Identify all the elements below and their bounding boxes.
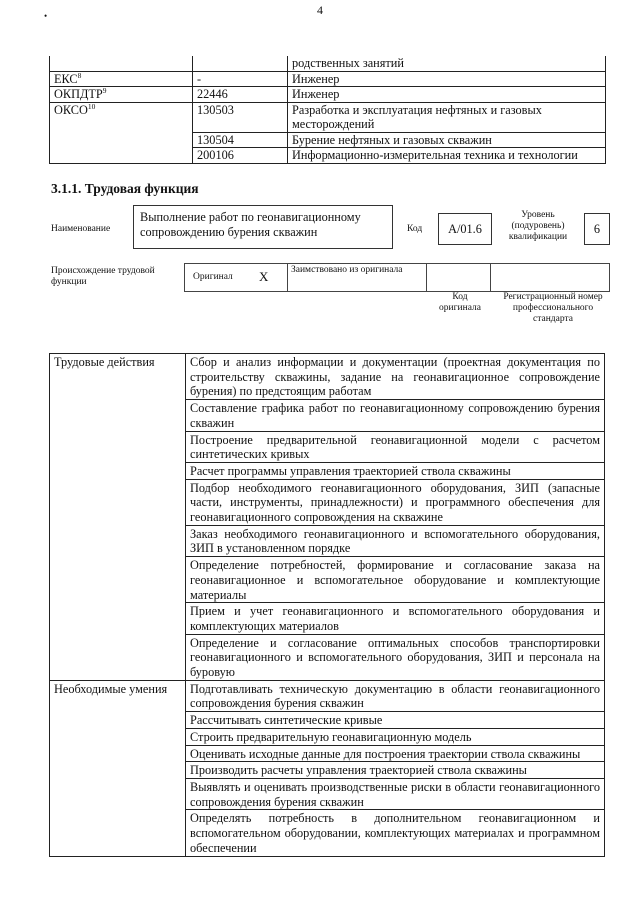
labor-action-row-text: Определение и согласование оптимальных способов транспортировки геонавигационного и вспомогательного оборудования, ЗИП и персонала на буровую <box>186 634 605 680</box>
labor-action-row-text: Определение потребностей, формирование и согласование заказа на геонавигационное и вспомогательное оборудование и комплектующие материалы <box>186 557 605 603</box>
classification-value: Инженер <box>288 87 606 103</box>
classification-row <box>50 71 606 87</box>
classification-row <box>50 56 606 71</box>
required-skill-row-text: Выявлять и оценивать производственные риски в области геонавигационного сопровождения бурения скважин <box>186 778 605 809</box>
classification-label: ОКСО$^{10}$ <box>50 102 193 132</box>
margin-mark: • <box>44 11 48 21</box>
labor-action-row-text: Составление графика работ по геонавигационному сопровождению бурения скважин <box>186 400 605 431</box>
code-caption: Код оригинала <box>439 292 481 313</box>
original-mark: X <box>259 269 269 284</box>
classification-row <box>50 87 606 103</box>
labor-action-row <box>50 354 605 400</box>
classification-value: Бурение нефтяных и газовых скважин <box>288 132 606 148</box>
actions-label: Трудовые действия <box>50 354 186 681</box>
function-code: А/01.6 <box>448 222 482 236</box>
origin-divider-1 <box>287 263 288 291</box>
required-skill-row-text: Подготавливать техническую документацию в области геонавигационного сопровождения бурения скважин <box>186 680 605 711</box>
classification-label <box>50 56 193 71</box>
required-skill-row <box>50 680 605 711</box>
required-skill-row-text: Рассчитывать синтетические кривые <box>186 712 605 729</box>
function-name-box <box>133 205 393 249</box>
labor-action-row-text: Расчет программы управления траекторией ствола скважины <box>186 462 605 479</box>
classification-value: Инженер <box>288 71 606 87</box>
classification-code: - <box>193 71 288 87</box>
classification-row <box>50 102 606 132</box>
origin-label: Происхождение трудовой функции <box>51 266 155 287</box>
classification-label <box>50 148 193 164</box>
level-box <box>584 213 610 245</box>
required-skill-row-text: Определять потребность в дополнительном геонавигационном и вспомогательном оборудовании, комплектующих материалах и программном обеспечении <box>186 810 605 856</box>
code-label: Код <box>407 224 423 234</box>
classification-table <box>49 56 606 164</box>
function-name: Выполнение работ по геонавигационному сопровождению бурения скважин <box>140 210 361 239</box>
classification-row <box>50 132 606 148</box>
classification-row <box>50 148 606 164</box>
required-skill-row-text: Строить предварительную геонавигационную модель <box>186 728 605 745</box>
page-number: 4 <box>317 3 323 17</box>
level-value: 6 <box>593 222 601 236</box>
required-skill-row-text: Оценивать исходные данные для построения траектории ствола скважины <box>186 745 605 762</box>
labor-function-table <box>49 353 605 857</box>
classification-value: Разработка и эксплуатация нефтяных и газовых месторождений <box>288 102 606 132</box>
classification-code <box>193 56 288 71</box>
section-title: 3.1.1. Трудовая функция <box>51 181 199 196</box>
footnote-ref: 10 <box>87 101 96 111</box>
original-label: Оригинал <box>193 272 233 282</box>
labor-action-row-text: Подбор необходимого геонавигационного оборудования, ЗИП (запасные части, инструменты, принадлежности) и программного обеспечения для геонавигационного сопровождения на скважине <box>186 479 605 525</box>
borrowed-label: Заимствовано из оригинала <box>291 265 403 275</box>
classification-code: 22446 <box>193 87 288 103</box>
classification-code: 130504 <box>193 132 288 148</box>
classification-label: ОКПДТР$^9$ <box>50 87 193 103</box>
labor-action-row-text: Заказ необходимого геонавигационного и вспомогательного оборудования, ЗИП в установленном порядке <box>186 525 605 556</box>
classification-value: родственных занятий <box>288 56 606 71</box>
origin-divider-2 <box>426 263 427 291</box>
classification-code: 130503 <box>193 102 288 132</box>
reg-caption: Регистрационный номер профессионального стандарта <box>503 292 603 324</box>
classification-value: Информационно-измерительная техника и технологии <box>288 148 606 164</box>
classification-label <box>50 132 193 148</box>
labor-action-row-text: Сбор и анализ информации и документации (проектная документация по строительству скважины, задание на геонавигационное сопровождение бурения) по предстоящим работам <box>186 354 605 400</box>
classification-label: ЕКС$^8$ <box>50 71 193 87</box>
origin-divider-3 <box>490 263 491 291</box>
function-code-box <box>438 213 492 245</box>
labor-action-row-text: Построение предварительной геонавигационной модели с расчетом синтетических кривых <box>186 431 605 462</box>
classification-code: 200106 <box>193 148 288 164</box>
required-skill-row-text: Производить расчеты управления траекторией ствола скважины <box>186 762 605 779</box>
name-label: Наименование <box>51 224 111 234</box>
skills-label: Необходимые умения <box>50 680 186 856</box>
level-label: Уровень (подуровень) квалификации <box>508 210 568 242</box>
footnote-ref: 9 <box>102 85 107 95</box>
labor-action-row-text: Прием и учет геонавигационного и вспомогательного оборудования и комплектующих материалов <box>186 603 605 634</box>
footnote-ref: 8 <box>77 70 82 80</box>
